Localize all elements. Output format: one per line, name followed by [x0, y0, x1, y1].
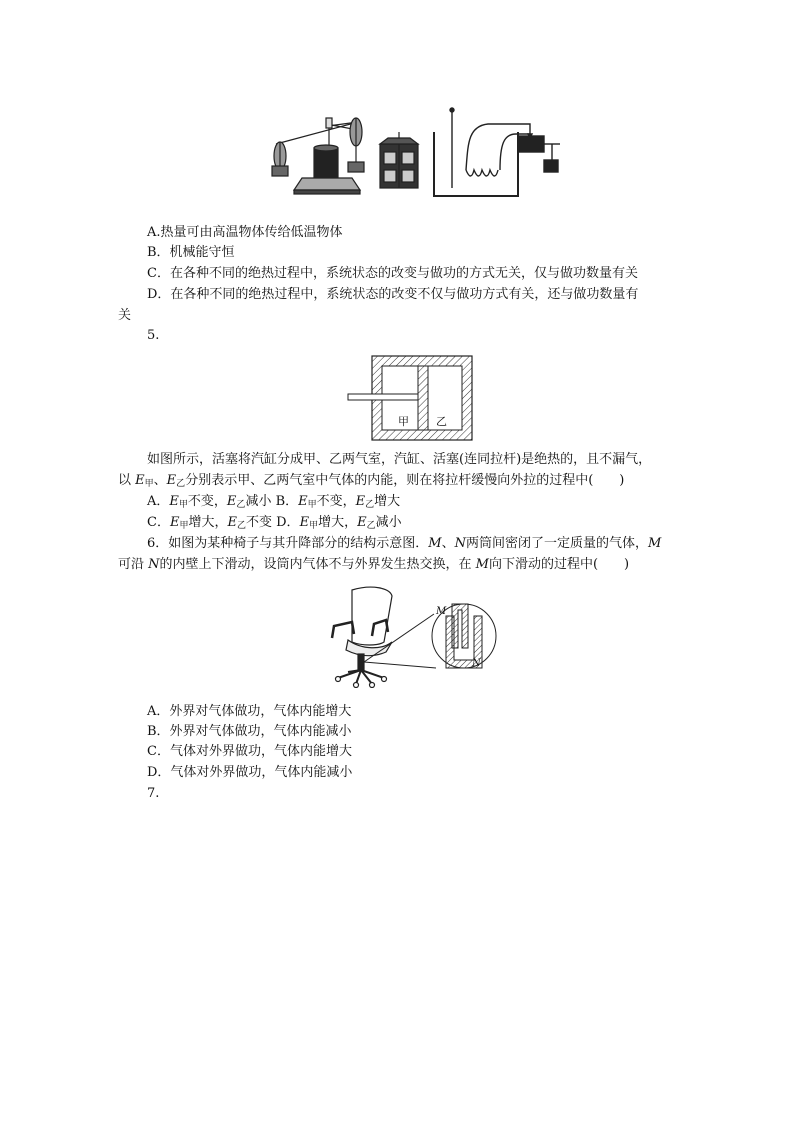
option-text: C． — [147, 515, 170, 530]
option-text: 增大 — [374, 494, 401, 509]
q5-options-cd — [147, 513, 402, 536]
q4-option-d: D．在各种不同的绝热过程中，系统状态的改变不仅与做功方式有关，还与做功数量有 — [147, 287, 639, 302]
energy-symbol: E — [357, 515, 367, 530]
q6-stem-text: 向下滑动的过程中( ) — [488, 557, 630, 572]
label-m: M — [436, 606, 447, 617]
subscript-jia: 甲 — [178, 500, 188, 510]
chair-figure — [322, 584, 498, 688]
subscript-yi: 乙 — [236, 500, 246, 510]
option-text: A． — [147, 494, 170, 509]
q6-option-b: B．外界对气体做功，气体内能减小 — [147, 724, 352, 739]
symbol-m: M — [475, 557, 489, 572]
energy-symbol: E — [169, 494, 179, 509]
q4-option-c: C．在各种不同的绝热过程中，系统状态的改变与做功的方式无关，仅与做功数量有关 — [147, 266, 638, 281]
q5-stem-text: 分别表示甲、乙两气室中气体的内能，则在将拉杆缓慢向外拉的过程中( ) — [185, 473, 625, 488]
piston-cylinder-figure — [344, 354, 476, 444]
symbol-n: N — [148, 557, 160, 572]
energy-symbol: E — [226, 494, 237, 509]
paddle-wheel-apparatus — [272, 118, 364, 194]
q4-option-d-continued: 关 — [118, 308, 132, 323]
q5-stem-text: 、 — [153, 473, 167, 488]
option-text: 减小 — [375, 515, 402, 530]
option-text: 不变 D． — [246, 515, 300, 530]
energy-symbol: E — [166, 473, 177, 488]
energy-symbol: E — [227, 515, 237, 530]
option-text: 增大， — [188, 515, 228, 530]
chamber-label-jia: 甲 — [398, 415, 409, 428]
q6-stem-text: 的内壁上下滑动，设筒内气体不与外界发生热交换，在 — [159, 557, 476, 572]
q7-number: 7. — [147, 786, 160, 801]
q6-stem-line2 — [118, 555, 629, 575]
subscript-yi: 乙 — [236, 521, 246, 531]
subscript-jia: 甲 — [144, 479, 154, 489]
subscript-yi: 乙 — [366, 521, 376, 531]
q6-stem-line1 — [147, 534, 661, 554]
piston — [418, 366, 428, 430]
pull-rod — [348, 394, 418, 400]
symbol-m: M — [428, 536, 442, 551]
q4-option-b: B．机械能守恒 — [147, 245, 235, 260]
option-text: 不变， — [187, 494, 227, 509]
q6-option-c: C．气体对外界做功，气体内能增大 — [147, 744, 352, 759]
q6-option-d: D．气体对外界做功，气体内能减小 — [147, 765, 353, 780]
energy-symbol: E — [135, 473, 145, 488]
subscript-jia: 甲 — [309, 521, 319, 531]
joule-apparatus-figure — [268, 104, 568, 200]
symbol-m: M — [648, 536, 662, 551]
subscript-jia: 甲 — [307, 500, 317, 510]
calorimeter-apparatus — [380, 132, 418, 188]
q6-option-a: A．外界对气体做功，气体内能增大 — [147, 704, 352, 719]
subscript-yi: 乙 — [365, 500, 375, 510]
chamber-label-yi: 乙 — [436, 415, 447, 428]
q6-stem-text: 6．如图为某种椅子与其升降部分的结构示意图． — [147, 536, 429, 551]
q5-number: 5. — [147, 328, 160, 343]
option-text: 不变， — [316, 494, 356, 509]
q5-stem-line1: 如图所示，活塞将汽缸分成甲、乙两气室，汽缸、活塞(连同拉杆)是绝热的，且不漏气， — [147, 452, 652, 467]
subscript-jia: 甲 — [179, 521, 189, 531]
q6-stem-text: 可沿 — [118, 557, 149, 572]
energy-symbol: E — [355, 494, 366, 509]
electric-heating-apparatus — [434, 108, 560, 196]
q6-stem-text: 、 — [441, 536, 455, 551]
q5-stem-line2 — [118, 471, 624, 494]
label-n: N — [472, 658, 481, 669]
q5-stem-text: 以 — [118, 473, 136, 488]
energy-symbol: E — [299, 515, 310, 530]
q6-stem-text: 两筒间密闭了一定质量的气体， — [465, 536, 648, 551]
q4-option-a: A.热量可由高温物体传给低温物体 — [147, 225, 343, 240]
option-text: 增大， — [318, 515, 358, 530]
subscript-yi: 乙 — [176, 479, 186, 489]
office-chair — [332, 587, 392, 687]
energy-symbol: E — [298, 494, 308, 509]
symbol-n: N — [454, 536, 466, 551]
option-text: 减小 B． — [245, 494, 299, 509]
energy-symbol: E — [169, 515, 180, 530]
q5-options-ab — [147, 492, 400, 515]
